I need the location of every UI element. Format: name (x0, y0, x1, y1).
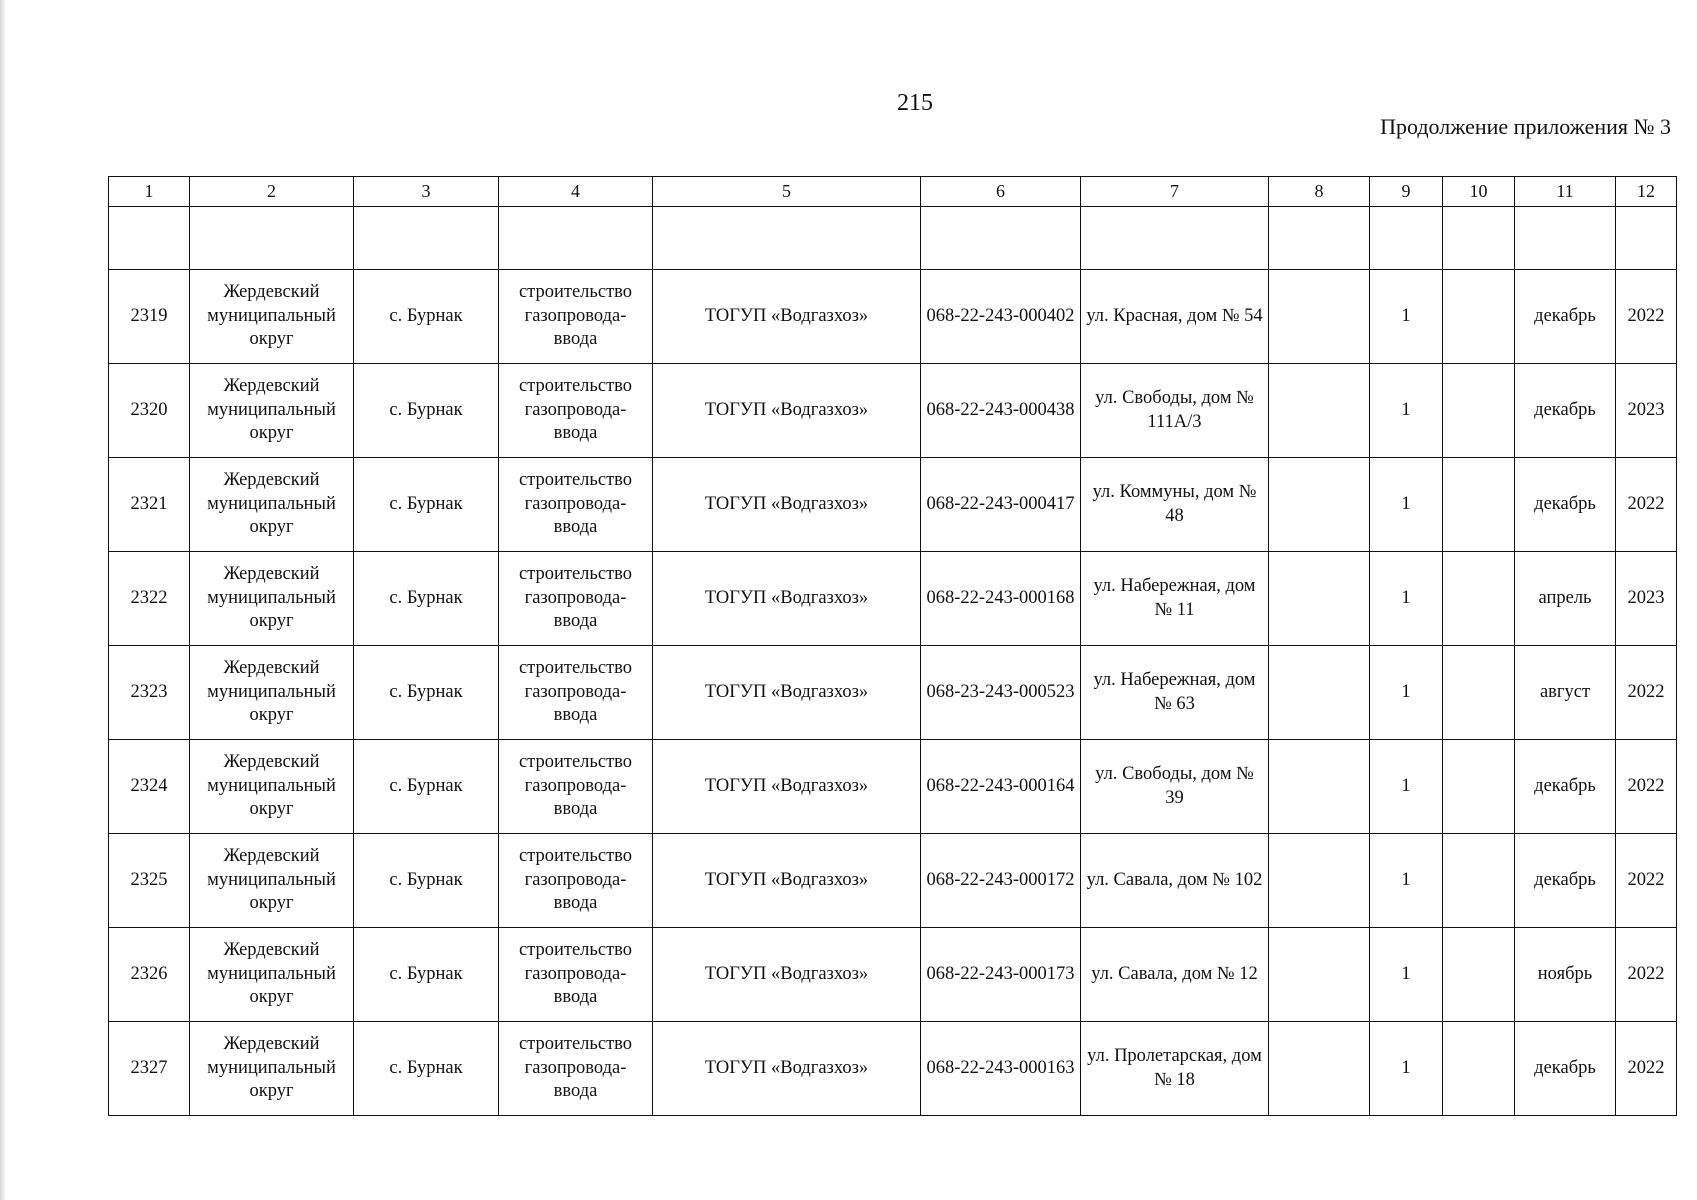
column-10-cell (1443, 458, 1515, 552)
address-cell: ул. Набережная, дом № 63 (1081, 646, 1269, 740)
organization-cell: ТОГУП «Водгазхоз» (653, 364, 921, 458)
month-cell: апрель (1515, 552, 1616, 646)
month-cell: декабрь (1515, 834, 1616, 928)
row-number-cell: 2319 (109, 270, 190, 364)
column-8-cell (1269, 834, 1370, 928)
blank-cell (1370, 207, 1443, 270)
blank-cell (109, 207, 190, 270)
work-type-cell: строительство газопровода-ввода (499, 552, 653, 646)
quantity-cell: 1 (1370, 552, 1443, 646)
organization-cell: ТОГУП «Водгазхоз» (653, 458, 921, 552)
column-number: 3 (354, 177, 499, 207)
quantity-cell: 1 (1370, 364, 1443, 458)
year-cell: 2022 (1616, 834, 1677, 928)
column-10-cell (1443, 834, 1515, 928)
work-type-cell: строительство газопровода-ввода (499, 458, 653, 552)
year-cell: 2022 (1616, 458, 1677, 552)
year-cell: 2023 (1616, 552, 1677, 646)
locality-cell: с. Бурнак (354, 646, 499, 740)
month-cell: ноябрь (1515, 928, 1616, 1022)
column-8-cell (1269, 928, 1370, 1022)
organization-cell: ТОГУП «Водгазхоз» (653, 1022, 921, 1116)
district-cell: Жердевский муниципальный округ (190, 646, 354, 740)
locality-cell: с. Бурнак (354, 270, 499, 364)
blank-cell (354, 207, 499, 270)
row-number-cell: 2323 (109, 646, 190, 740)
quantity-cell: 1 (1370, 928, 1443, 1022)
blank-row (109, 207, 1677, 270)
column-number: 12 (1616, 177, 1677, 207)
year-cell: 2022 (1616, 270, 1677, 364)
month-cell: декабрь (1515, 740, 1616, 834)
district-cell: Жердевский муниципальный округ (190, 740, 354, 834)
scan-edge-shadow (0, 0, 6, 1200)
column-10-cell (1443, 740, 1515, 834)
column-number: 2 (190, 177, 354, 207)
column-8-cell (1269, 552, 1370, 646)
organization-cell: ТОГУП «Водгазхоз» (653, 552, 921, 646)
work-type-cell: строительство газопровода-ввода (499, 928, 653, 1022)
column-number: 7 (1081, 177, 1269, 207)
address-cell: ул. Свободы, дом № 39 (1081, 740, 1269, 834)
object-code-cell: 068-22-243-000438 (921, 364, 1081, 458)
locality-cell: с. Бурнак (354, 1022, 499, 1116)
column-10-cell (1443, 364, 1515, 458)
table-row (109, 270, 1677, 364)
address-cell: ул. Савала, дом № 102 (1081, 834, 1269, 928)
work-type-cell: строительство газопровода-ввода (499, 270, 653, 364)
quantity-cell: 1 (1370, 834, 1443, 928)
locality-cell: с. Бурнак (354, 458, 499, 552)
appendix-table (108, 176, 1677, 1116)
object-code-cell: 068-22-243-000168 (921, 552, 1081, 646)
blank-cell (1081, 207, 1269, 270)
organization-cell: ТОГУП «Водгазхоз» (653, 270, 921, 364)
page-number: 215 (897, 90, 933, 116)
quantity-cell: 1 (1370, 458, 1443, 552)
column-number: 8 (1269, 177, 1370, 207)
address-cell: ул. Коммуны, дом № 48 (1081, 458, 1269, 552)
month-cell: декабрь (1515, 1022, 1616, 1116)
quantity-cell: 1 (1370, 740, 1443, 834)
work-type-cell: строительство газопровода-ввода (499, 1022, 653, 1116)
year-cell: 2022 (1616, 740, 1677, 834)
month-cell: декабрь (1515, 364, 1616, 458)
object-code-cell: 068-22-243-000402 (921, 270, 1081, 364)
column-10-cell (1443, 1022, 1515, 1116)
work-type-cell: строительство газопровода-ввода (499, 646, 653, 740)
locality-cell: с. Бурнак (354, 740, 499, 834)
blank-cell (190, 207, 354, 270)
row-number-cell: 2326 (109, 928, 190, 1022)
column-10-cell (1443, 552, 1515, 646)
column-10-cell (1443, 270, 1515, 364)
address-cell: ул. Пролетарская, дом № 18 (1081, 1022, 1269, 1116)
column-8-cell (1269, 270, 1370, 364)
table-body (109, 207, 1677, 1116)
quantity-cell: 1 (1370, 270, 1443, 364)
column-number: 10 (1443, 177, 1515, 207)
column-8-cell (1269, 458, 1370, 552)
blank-cell (1269, 207, 1370, 270)
address-cell: ул. Набережная, дом № 11 (1081, 552, 1269, 646)
object-code-cell: 068-22-243-000173 (921, 928, 1081, 1022)
address-cell: ул. Свободы, дом № 111А/3 (1081, 364, 1269, 458)
blank-cell (499, 207, 653, 270)
locality-cell: с. Бурнак (354, 928, 499, 1022)
address-cell: ул. Красная, дом № 54 (1081, 270, 1269, 364)
work-type-cell: строительство газопровода-ввода (499, 740, 653, 834)
column-8-cell (1269, 1022, 1370, 1116)
row-number-cell: 2325 (109, 834, 190, 928)
organization-cell: ТОГУП «Водгазхоз» (653, 834, 921, 928)
object-code-cell: 068-22-243-000417 (921, 458, 1081, 552)
column-number-row (109, 177, 1677, 207)
column-number: 4 (499, 177, 653, 207)
work-type-cell: строительство газопровода-ввода (499, 364, 653, 458)
locality-cell: с. Бурнак (354, 834, 499, 928)
object-code-cell: 068-22-243-000164 (921, 740, 1081, 834)
column-number: 11 (1515, 177, 1616, 207)
table-row (109, 1022, 1677, 1116)
column-number: 9 (1370, 177, 1443, 207)
district-cell: Жердевский муниципальный округ (190, 834, 354, 928)
column-8-cell (1269, 740, 1370, 834)
table-row (109, 646, 1677, 740)
object-code-cell: 068-22-243-000172 (921, 834, 1081, 928)
blank-cell (1515, 207, 1616, 270)
column-number: 5 (653, 177, 921, 207)
organization-cell: ТОГУП «Водгазхоз» (653, 646, 921, 740)
district-cell: Жердевский муниципальный округ (190, 364, 354, 458)
address-cell: ул. Савала, дом № 12 (1081, 928, 1269, 1022)
quantity-cell: 1 (1370, 1022, 1443, 1116)
district-cell: Жердевский муниципальный округ (190, 1022, 354, 1116)
blank-cell (653, 207, 921, 270)
table-row (109, 552, 1677, 646)
year-cell: 2023 (1616, 364, 1677, 458)
year-cell: 2022 (1616, 646, 1677, 740)
column-number: 6 (921, 177, 1081, 207)
district-cell: Жердевский муниципальный округ (190, 928, 354, 1022)
organization-cell: ТОГУП «Водгазхоз» (653, 740, 921, 834)
blank-cell (921, 207, 1081, 270)
row-number-cell: 2322 (109, 552, 190, 646)
blank-cell (1616, 207, 1677, 270)
year-cell: 2022 (1616, 1022, 1677, 1116)
locality-cell: с. Бурнак (354, 364, 499, 458)
locality-cell: с. Бурнак (354, 552, 499, 646)
column-10-cell (1443, 646, 1515, 740)
row-number-cell: 2320 (109, 364, 190, 458)
month-cell: декабрь (1515, 270, 1616, 364)
district-cell: Жердевский муниципальный округ (190, 270, 354, 364)
table-row (109, 458, 1677, 552)
blank-cell (1443, 207, 1515, 270)
organization-cell: ТОГУП «Водгазхоз» (653, 928, 921, 1022)
work-type-cell: строительство газопровода-ввода (499, 834, 653, 928)
column-number: 1 (109, 177, 190, 207)
district-cell: Жердевский муниципальный округ (190, 458, 354, 552)
object-code-cell: 068-22-243-000163 (921, 1022, 1081, 1116)
table-row (109, 928, 1677, 1022)
table-row (109, 834, 1677, 928)
month-cell: декабрь (1515, 458, 1616, 552)
column-8-cell (1269, 364, 1370, 458)
object-code-cell: 068-23-243-000523 (921, 646, 1081, 740)
table-row (109, 740, 1677, 834)
district-cell: Жердевский муниципальный округ (190, 552, 354, 646)
row-number-cell: 2321 (109, 458, 190, 552)
appendix-title: Продолжение приложения № 3 (1380, 114, 1671, 139)
table-row (109, 364, 1677, 458)
row-number-cell: 2324 (109, 740, 190, 834)
month-cell: август (1515, 646, 1616, 740)
year-cell: 2022 (1616, 928, 1677, 1022)
row-number-cell: 2327 (109, 1022, 190, 1116)
column-10-cell (1443, 928, 1515, 1022)
quantity-cell: 1 (1370, 646, 1443, 740)
column-8-cell (1269, 646, 1370, 740)
